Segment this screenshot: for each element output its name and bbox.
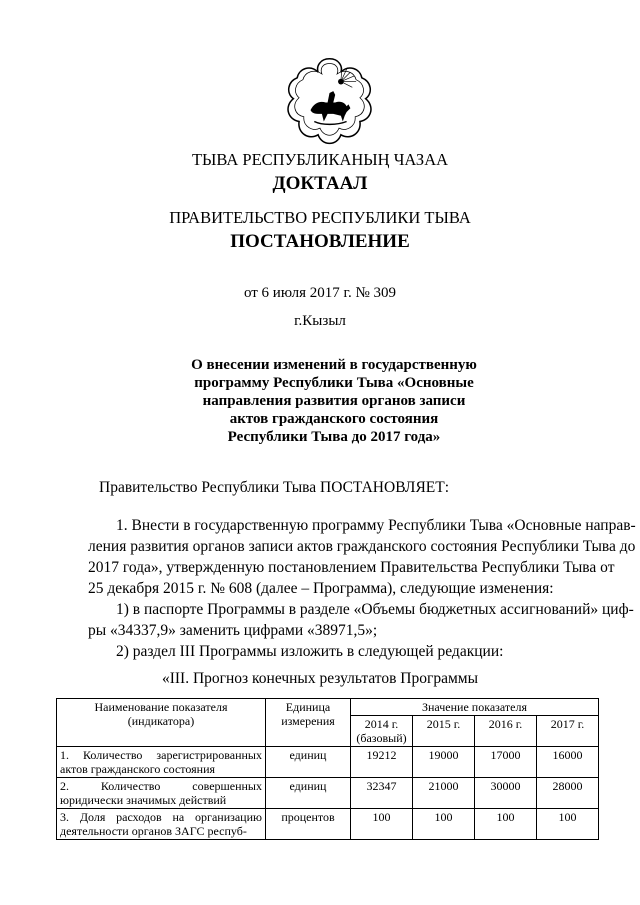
paragraph-3: 2) раздел III Программы изложить в следующей редакции: — [116, 643, 504, 660]
table-row — [57, 809, 599, 840]
year-header: 2014 г. (базовый) — [351, 716, 413, 747]
value-2014: 32347 — [351, 778, 413, 809]
paragraph-2-line: 1) в паспорте Программы в разделе «Объемы бюджетных ассигнований» циф- — [116, 601, 634, 618]
value-2014: 100 — [351, 809, 413, 840]
paragraph-1-line: 2017 года», утвержденную постановлением Правительства Республики Тыва от — [88, 559, 615, 576]
preamble: Правительство Республики Тыва ПОСТАНОВЛЯЕТ: — [99, 479, 450, 496]
indicator-name: 3. Доля расходов на организацию деятельности органов ЗАГС респуб- — [57, 809, 266, 840]
paragraph-1-line: ления развития органов записи актов гражданского состояния Республики Тыва до — [88, 538, 636, 555]
subject-line: О внесении изменений в государственную — [191, 357, 477, 373]
paragraph-2-line: ры «34337,9» заменить цифрами «38971,5»; — [88, 622, 378, 639]
results-table — [56, 698, 599, 840]
value-2016: 30000 — [475, 778, 537, 809]
indicator-name: 1. Количество зарегистрированных актов гражданского состояния — [57, 747, 266, 778]
tuva-government-title: ТЫВА РЕСПУБЛИКАНЫҢ ЧАЗАА — [191, 150, 449, 169]
value-2017: 28000 — [537, 778, 599, 809]
subject-line: Республики Тыва до 2017 года» — [227, 429, 441, 445]
value-2015: 21000 — [413, 778, 475, 809]
value-2015: 19000 — [413, 747, 475, 778]
year-header: 2017 г. — [537, 716, 599, 747]
value-2016: 100 — [475, 809, 537, 840]
header-unit: Единица измерения — [266, 699, 351, 747]
city: г.Кызыл — [294, 313, 346, 329]
indicator-name: 2. Количество совершенных юридически значимых действий — [57, 778, 266, 809]
subject-line: программу Республики Тыва «Основные — [194, 375, 474, 391]
document-type: ПОСТАНОВЛЕНИЕ — [230, 231, 410, 252]
paragraph-1-line: 25 декабря 2015 г. № 608 (далее – Программа), следующие изменения: — [88, 580, 554, 597]
section-heading: «III. Прогноз конечных результатов Программы — [161, 670, 479, 687]
table-row — [57, 778, 599, 809]
value-2016: 17000 — [475, 747, 537, 778]
year-header: 2016 г. — [475, 716, 537, 747]
indicator-unit: процентов — [266, 809, 351, 840]
table-row — [57, 747, 599, 778]
value-2014: 19212 — [351, 747, 413, 778]
tuva-emblem-icon — [282, 55, 377, 150]
header-name: Наименование показателя (индикатора) — [57, 699, 266, 747]
value-2017: 16000 — [537, 747, 599, 778]
year-header: 2015 г. — [413, 716, 475, 747]
document-subject — [0, 356, 640, 446]
subject-line: актов гражданского состояния — [229, 411, 439, 427]
indicator-unit: единиц — [266, 778, 351, 809]
table-header-row — [57, 699, 599, 716]
value-2015: 100 — [413, 809, 475, 840]
indicator-unit: единиц — [266, 747, 351, 778]
paragraph-1-line: 1. Внести в государственную программу Республики Тыва «Основные направ- — [116, 517, 636, 534]
value-2017: 100 — [537, 809, 599, 840]
header-value: Значение показателя — [351, 699, 599, 716]
government-title: ПРАВИТЕЛЬСТВО РЕСПУБЛИКИ ТЫВА — [169, 208, 471, 227]
date-number: от 6 июля 2017 г. № 309 — [243, 285, 397, 301]
tuva-document-type: ДОКТААЛ — [272, 173, 368, 194]
subject-line: направления развития органов записи — [202, 393, 466, 409]
